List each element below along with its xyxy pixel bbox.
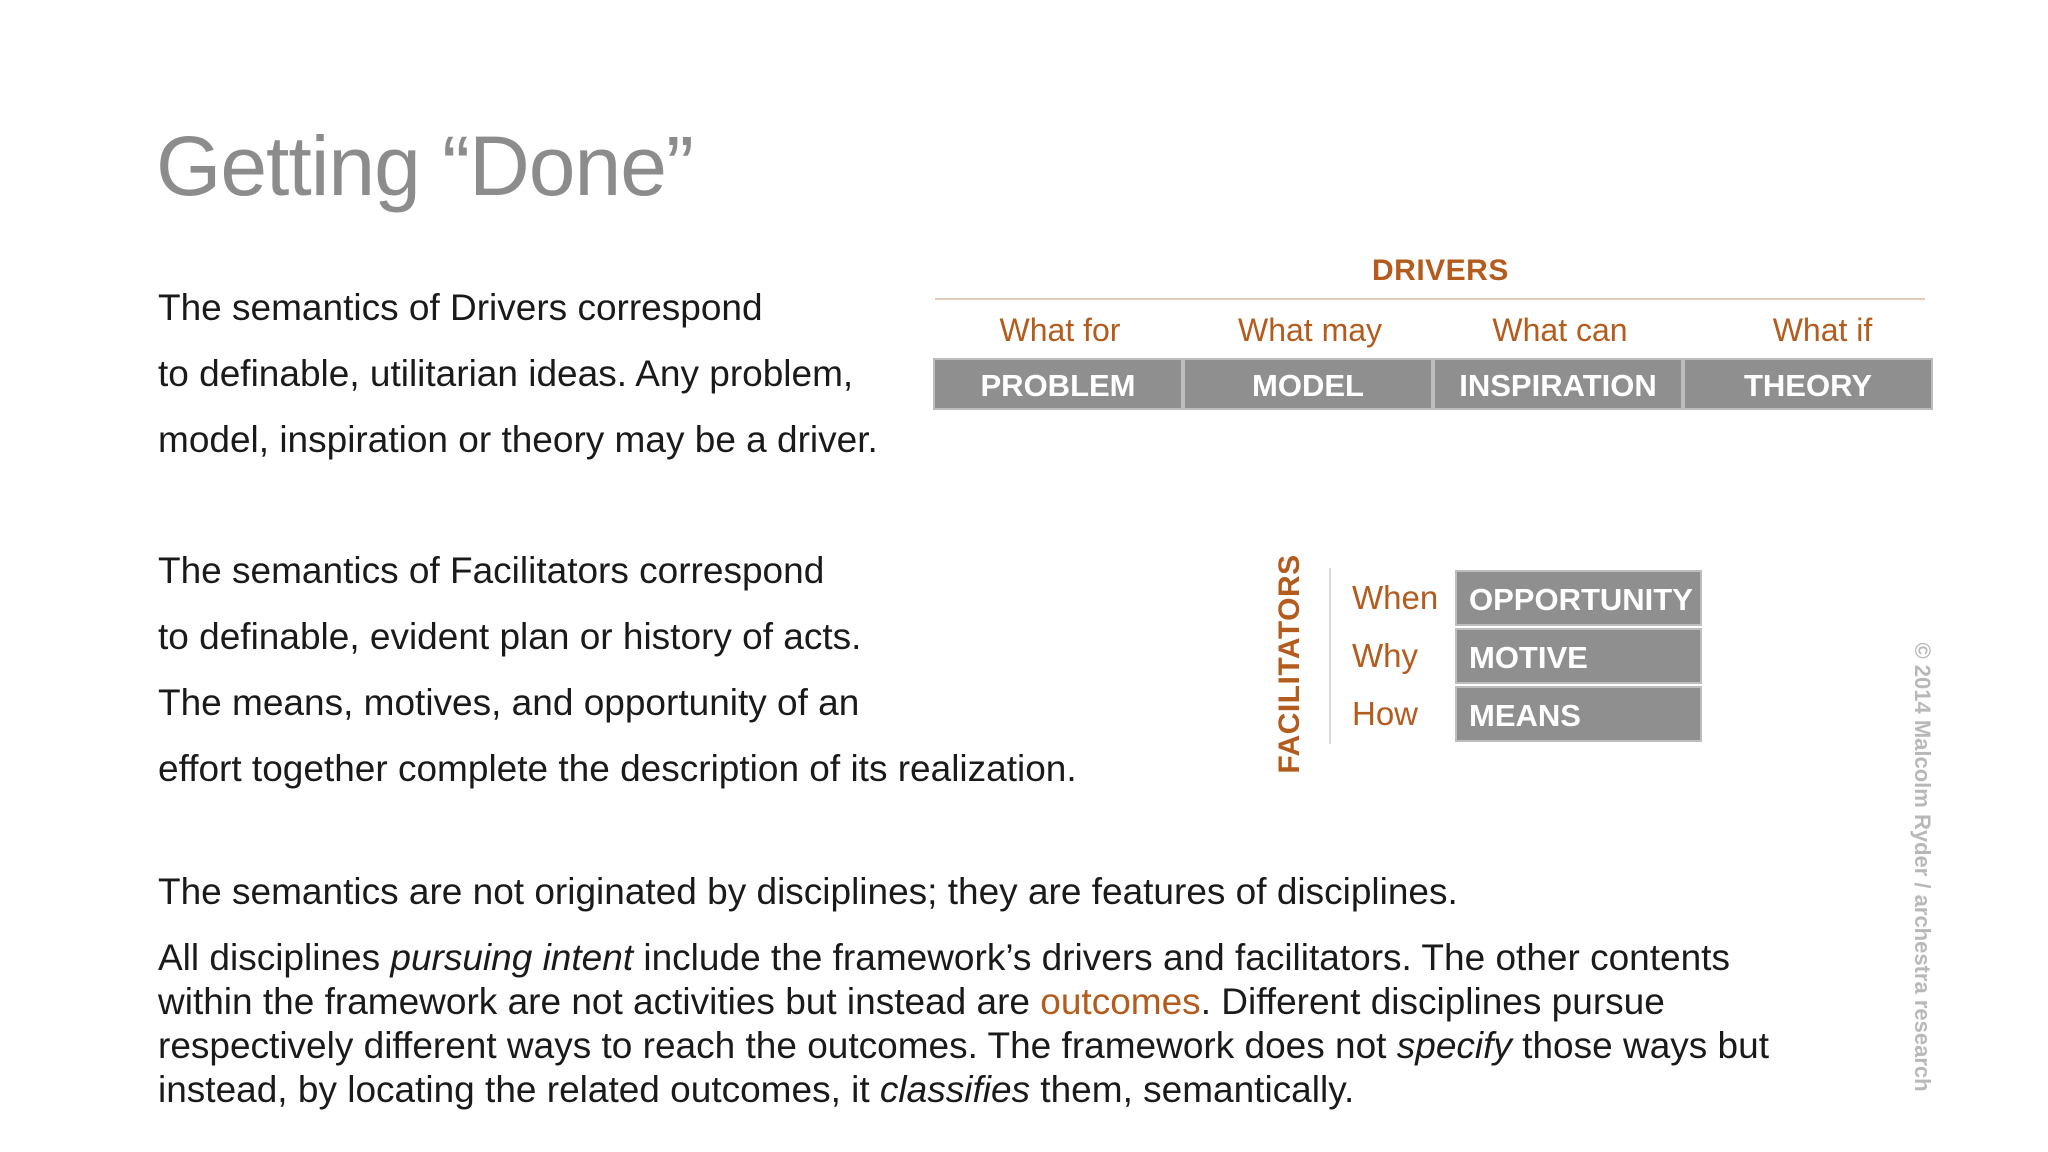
text-run: . Different disciplines pursue <box>1200 981 1665 1022</box>
driver-question: What if <box>1772 312 1873 348</box>
text-run: them, semantically. <box>1030 1069 1355 1110</box>
copyright-notice <box>1902 632 1942 1102</box>
facilitator-cell-opportunity: OPPORTUNITY <box>1455 570 1702 626</box>
facilitator-question: Why <box>1352 637 1418 674</box>
text-run: those ways but <box>1511 1025 1769 1066</box>
drivers-divider <box>935 298 1925 300</box>
driver-cell-problem: PROBLEM <box>933 358 1183 410</box>
driver-question: What for <box>999 312 1121 348</box>
text-run: include the framework’s drivers and facilitators. The other contents <box>633 937 1730 978</box>
framework-paragraph <box>158 936 1769 1112</box>
facilitators-paragraph <box>158 538 1077 802</box>
drivers-paragraph <box>158 275 878 473</box>
driver-cell-model: MODEL <box>1183 358 1433 410</box>
paragraph-line: model, inspiration or theory may be a driver. <box>158 419 878 460</box>
paragraph-line: effort together complete the description of its realization. <box>158 748 1077 789</box>
paragraph-line <box>158 1068 1769 1112</box>
emphasis-text: classifies <box>879 1069 1031 1110</box>
paragraph-line: The semantics of Drivers correspond <box>158 287 763 328</box>
page-title: Getting “Done” <box>156 119 693 213</box>
emphasis-text: specify <box>1396 1025 1512 1066</box>
disciplines-statement: The semantics are not originated by disciplines; they are features of disciplines. <box>158 871 1458 912</box>
driver-question: What can <box>1492 312 1628 348</box>
paragraph-line: to definable, evident plan or history of acts. <box>158 616 862 657</box>
facilitator-question: How <box>1352 695 1419 732</box>
text-run: instead, by locating the related outcomes, it <box>158 1069 880 1110</box>
paragraph-line <box>158 1024 1769 1068</box>
paragraph-line <box>158 936 1769 980</box>
drivers-title: DRIVERS <box>1372 254 1509 287</box>
facilitator-cell-motive: MOTIVE <box>1455 628 1702 684</box>
facilitators-divider <box>1329 568 1331 744</box>
paragraph-line <box>158 980 1769 1024</box>
driver-question: What may <box>1237 312 1383 348</box>
facilitators-title <box>1265 554 1315 774</box>
emphasis-text: pursuing intent <box>390 937 634 978</box>
driver-cell-theory: THEORY <box>1683 358 1933 410</box>
text-run: respectively different ways to reach the outcomes. The framework does not <box>158 1025 1397 1066</box>
copyright-text: © 2014 Malcolm Ryder / archestra research <box>1910 642 1935 1092</box>
paragraph-line: to definable, utilitarian ideas. Any problem, <box>158 353 854 394</box>
facilitator-cell-means: MEANS <box>1455 686 1702 742</box>
driver-cell-inspiration: INSPIRATION <box>1433 358 1683 410</box>
text-run: within the framework are not activities but instead are <box>158 981 1041 1022</box>
outcomes-highlight: outcomes <box>1040 981 1201 1022</box>
facilitator-question: When <box>1352 579 1439 616</box>
paragraph-line: The means, motives, and opportunity of an <box>158 682 860 723</box>
facilitators-title-text: FACILITATORS <box>1273 554 1306 774</box>
paragraph-line: The semantics of Facilitators correspond <box>158 550 825 591</box>
text-run: All disciplines <box>158 937 391 978</box>
